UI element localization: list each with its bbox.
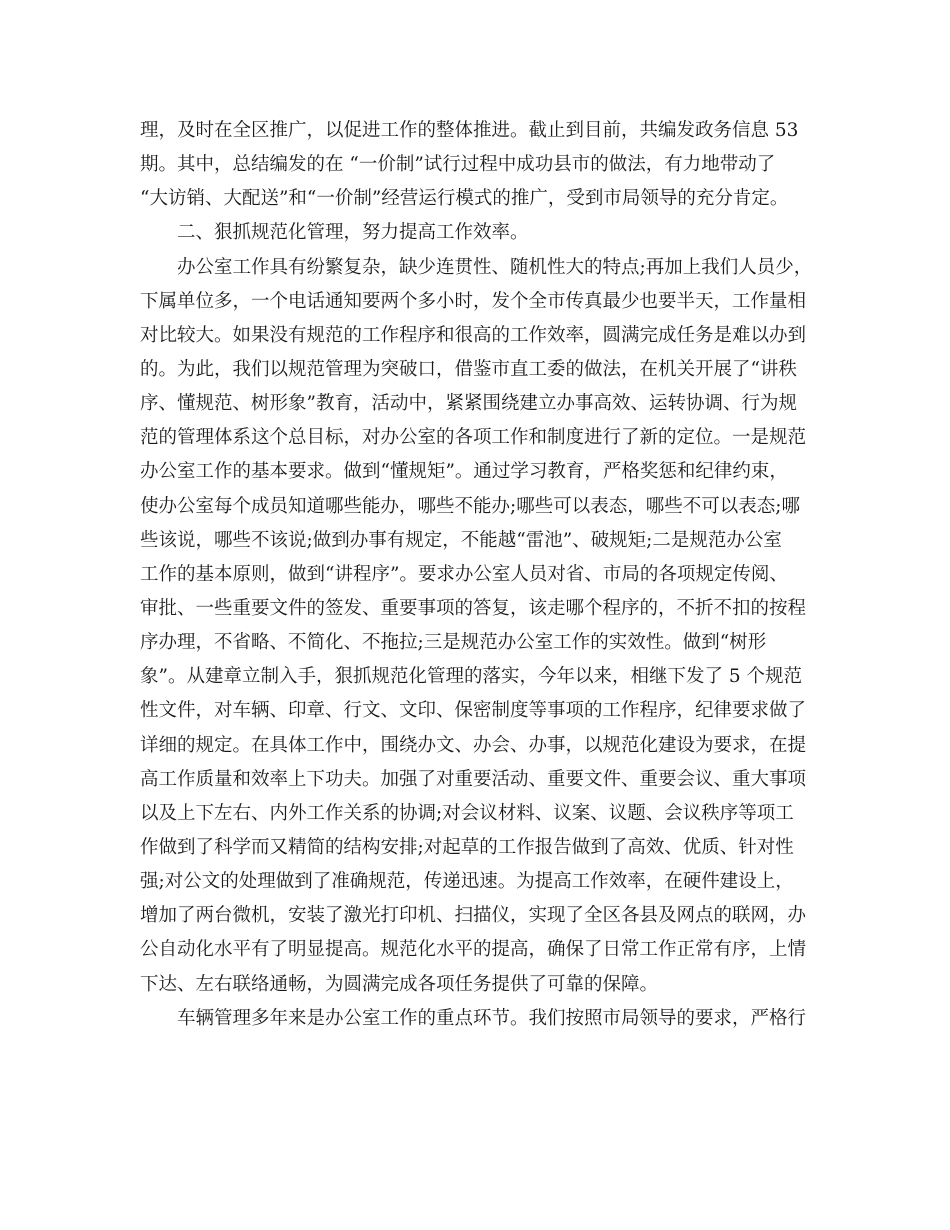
text-line: 公自动化水平有了明显提高。规范化水平的提高，确保了日常工作正常有序，上情 (140, 939, 807, 961)
text-line: 对比较大。如果没有规范的工作程序和很高的工作效率，圆满完成任务是难以办到 (140, 324, 807, 346)
text-line: 办公室工作具有纷繁复杂，缺少连贯性、随机性大的特点;再加上我们人员少， (177, 256, 813, 278)
text-line: 序办理，不省略、不简化、不拖拉;三是规范办公室工作的实效性。做到“树形 (140, 632, 767, 654)
text-line: 增加了两台微机，安装了激光打印机、扫描仪，实现了全区各县及网点的联网，办 (140, 905, 807, 927)
text-line: 序、懂规范、树形象”教育，活动中，紧紧围绕建立办事高效、运转协调、行为规 (140, 393, 797, 415)
text-line: 高工作质量和效率上下功夫。加强了对重要活动、重要文件、重要会议、重大事项 (140, 768, 807, 790)
text-line: “大访销、大配送”和“一价制”经营运行模式的推广，受到市局领导的充分肯定。 (140, 188, 789, 210)
text-line: 作做到了科学而又精简的结构安排;对起草的工作报告做到了高效、优质、针对性 (140, 836, 794, 858)
text-line: 详细的规定。在具体工作中，围绕办文、办会、办事，以规范化建设为要求，在提 (140, 734, 807, 756)
text-line: 办公室工作的基本要求。做到“懂规矩”。通过学习教育，严格奖惩和纪律约束， (140, 461, 788, 483)
text-line: 强;对公文的处理做到了准确规范，传递迅速。为提高工作效率，在硬件建设上， (140, 871, 794, 893)
text-line: 下达、左右联络通畅，为圆满完成各项任务提供了可靠的保障。 (140, 973, 659, 995)
text-line: 象”。从建章立制入手，狠抓规范化管理的落实，今年以来，相继下发了 5 个规范 (140, 666, 802, 688)
text-line: 下属单位多，一个电话通知要两个多小时，发个全市传真最少也要半天，工作量相 (140, 290, 807, 312)
document-body (140, 114, 830, 1036)
text-line: 审批、一些重要文件的签发、重要事项的答复，该走哪个程序的，不折不扣的按程 (140, 597, 807, 619)
text-line: 二、狠抓规范化管理，努力提高工作效率。 (177, 222, 529, 244)
text-line: 些该说，哪些不该说;做到办事有规定，不能越“雷池”、破规矩;二是规范办公室 (140, 529, 782, 551)
text-line: 车辆管理多年来是办公室工作的重点环节。我们按照市局领导的要求，严格行 (177, 1007, 807, 1029)
text-line: 期。其中，总结编发的在 “一价制”试行过程中成功县市的做法，有力地带动了 (140, 154, 776, 176)
text-line: 的。为此，我们以规范管理为突破口，借鉴市直工委的做法，在机关开展了“讲秩 (140, 358, 797, 380)
text-line: 使办公室每个成员知道哪些能办，哪些不能办;哪些可以表态，哪些不可以表态;哪 (140, 495, 800, 517)
text-line: 工作的基本原则，做到“讲程序”。要求办公室人员对省、市局的各项规定传阅、 (140, 563, 788, 585)
text-line: 范的管理体系这个总目标，对办公室的各项工作和制度进行了新的定位。一是规范 (140, 427, 807, 449)
text-line: 以及上下左右、内外工作关系的协调;对会议材料、议案、议题、会议秩序等项工 (140, 802, 794, 824)
text-line: 性文件，对车辆、印章、行文、文印、保密制度等事项的工作程序，纪律要求做了 (140, 700, 807, 722)
text-line: 理，及时在全区推广，以促进工作的整体推进。截止到目前，共编发政务信息 53 (140, 120, 799, 141)
